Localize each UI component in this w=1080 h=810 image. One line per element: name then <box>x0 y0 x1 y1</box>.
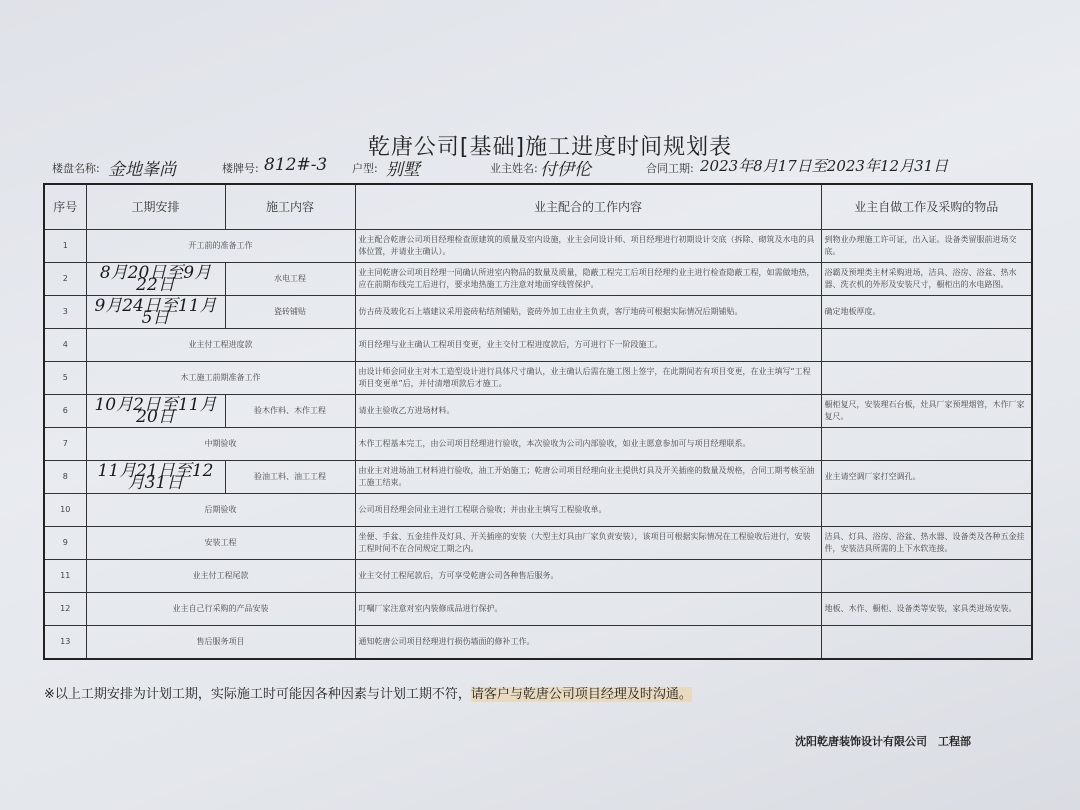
page-title: 乾唐公司[基础]施工进度时间规划表 <box>367 135 733 160</box>
row-number: 6 <box>44 395 86 428</box>
building-label: 楼牌号: <box>222 162 259 175</box>
row-number: 12 <box>44 593 86 626</box>
owner-cooperation: 木作工程基本完工，由公司项目经理进行验收，本次验收为公司内部验收，如业主愿意参加可与项目经理联系。 <box>355 428 821 461</box>
row-number: 7 <box>44 428 86 461</box>
project-value: 金地峯尚 <box>108 160 176 180</box>
schedule-date: 10月2日至11月20日 <box>86 395 225 428</box>
owner-self-work <box>821 362 1032 395</box>
header-owner-self: 业主自做工作及采购的物品 <box>821 184 1032 230</box>
schedule-table <box>43 183 1033 660</box>
owner-cooperation: 由设计师会同业主对木工造型设计进行具体尺寸确认，业主确认后需在施工图上签字，在此期间若有项目变更，在业主填写“工程项目变更单”后，并付清增项款后才施工。 <box>355 362 821 395</box>
owner-cooperation: 业主同乾唐公司项目经理一同确认所进室内物品的数量及质量，隐蔽工程完工后项目经理约业主进行检查隐蔽工程，如需做地热，应在前期布线完工后进行，要求地热施工方注意对地面穿线管保护。 <box>355 263 821 296</box>
construction-item: 中期验收 <box>86 428 355 461</box>
table-row <box>44 560 1032 593</box>
owner-cooperation: 业主配合乾唐公司项目经理检查原建筑的质量及室内设施，业主会同设计师、项目经理进行初期设计交底（拆除、砌筑及水电的具体位置，并请业主确认）。 <box>355 230 821 263</box>
owner-cooperation: 请业主验收乙方进场材料。 <box>355 395 821 428</box>
row-number: 1 <box>44 230 86 263</box>
owner-self-work <box>821 329 1032 362</box>
construction-item: 后期验收 <box>86 494 355 527</box>
header-schedule: 工期安排 <box>86 184 225 230</box>
table-row <box>44 362 1032 395</box>
owner-cooperation: 坐便、手盆、五金挂件及灯具、开关插座的安装（大型主灯具由厂家负责安装），该项目可根据实际情况在工程验收后进行，安装工程时间不在合同规定工期之内。 <box>355 527 821 560</box>
owner-cooperation: 叮嘱厂家注意对室内装修成品进行保护。 <box>355 593 821 626</box>
construction-item: 瓷砖铺贴 <box>225 296 355 329</box>
owner-cooperation: 由业主对进场油工材料进行验收，油工开始施工；乾唐公司项目经理向业主提供灯具及开关插座的数量及规格，合同工期考核至油工施工结束。 <box>355 461 821 494</box>
table-row <box>44 395 1032 428</box>
owner-cooperation: 仿古砖及玻化石上墙建议采用瓷砖粘结剂铺贴，瓷砖外加工由业主负责，客厅地砖可根据实际情况后期铺贴。 <box>355 296 821 329</box>
construction-item: 安装工程 <box>86 527 355 560</box>
row-number: 2 <box>44 263 86 296</box>
project-label: 楼盘名称: <box>52 162 100 175</box>
construction-item: 验木作料、木作工程 <box>225 395 355 428</box>
owner-self-work: 地板、木作、橱柜、设备类等安装，家具类进场安装。 <box>821 593 1032 626</box>
contract-value: 2023年8月17日至2023年12月31日 <box>700 157 949 175</box>
table-row <box>44 494 1032 527</box>
table-row <box>44 296 1032 329</box>
table-row <box>44 263 1032 296</box>
construction-item: 验油工料、油工工程 <box>225 461 355 494</box>
building-value: 812#-3 <box>264 155 328 175</box>
footnote <box>44 683 692 702</box>
schedule-date: 8月20日至9月22日 <box>86 263 225 296</box>
table-row <box>44 461 1032 494</box>
construction-item: 业主付工程进度款 <box>86 329 355 362</box>
construction-item: 水电工程 <box>225 263 355 296</box>
table-row <box>44 230 1032 263</box>
owner-self-work: 橱柜复尺，安装理石台板，灶具厂家预埋烟管，木作厂家复尺。 <box>821 395 1032 428</box>
owner-cooperation: 通知乾唐公司项目经理进行损伤墙面的修补工作。 <box>355 626 821 660</box>
owner-self-work: 洁具、灯具、浴房、浴盆、热水器、设备类及各种五金挂件，安装洁具所需的上下水软连接。 <box>821 527 1032 560</box>
owner-label: 业主姓名: <box>490 162 538 175</box>
table-row <box>44 626 1032 660</box>
construction-item: 开工前的准备工作 <box>86 230 355 263</box>
owner-self-work: 到物业办理施工许可证，出入证。设备类留服前进场交底。 <box>821 230 1032 263</box>
owner-self-work <box>821 428 1032 461</box>
row-number: 13 <box>44 626 86 660</box>
owner-self-work <box>821 626 1032 660</box>
table-header-row <box>44 184 1032 230</box>
schedule-date: 9月24日至11月5日 <box>86 296 225 329</box>
schedule-date: 11月21日至12月31日 <box>86 461 225 494</box>
footnote-highlight: 请客户与乾唐公司项目经理及时沟通。 <box>470 687 692 702</box>
owner-cooperation: 业主交付工程尾款后，方可享受乾唐公司各种售后服务。 <box>355 560 821 593</box>
footnote-text: ※以上工期安排为计划工期，实际施工时可能因各种因素与计划工期不符， <box>44 687 471 702</box>
table-row <box>44 593 1032 626</box>
row-number: 11 <box>44 560 86 593</box>
contract-label: 合同工期: <box>646 162 694 175</box>
type-label: 户型: <box>352 162 378 175</box>
table-row <box>44 329 1032 362</box>
owner-self-work: 确定地板厚度。 <box>821 296 1032 329</box>
construction-item: 业主付工程尾款 <box>86 560 355 593</box>
table-row <box>44 527 1032 560</box>
type-value: 别墅 <box>386 160 420 180</box>
construction-item: 售后服务项目 <box>86 626 355 660</box>
owner-self-work <box>821 494 1032 527</box>
row-number: 4 <box>44 329 86 362</box>
owner-cooperation: 公司项目经理会同业主进行工程联合验收；并由业主填写工程验收单。 <box>355 494 821 527</box>
owner-cooperation: 项目经理与业主确认工程项目变更，业主交付工程进度款后，方可进行下一阶段施工。 <box>355 329 821 362</box>
row-number: 3 <box>44 296 86 329</box>
construction-item: 业主自己行采购的产品安装 <box>86 593 355 626</box>
company-signature: 沈阳乾唐装饰设计有限公司 工程部 <box>795 735 971 748</box>
row-number: 9 <box>44 527 86 560</box>
owner-self-work: 业主请空调厂家打空调孔。 <box>821 461 1032 494</box>
row-number: 8 <box>44 461 86 494</box>
header-owner-cooperate: 业主配合的工作内容 <box>355 184 821 230</box>
header-no: 序号 <box>44 184 86 230</box>
row-number: 5 <box>44 362 86 395</box>
owner-value: 付伊伦 <box>540 160 591 180</box>
row-number: 10 <box>44 494 86 527</box>
header-content: 施工内容 <box>225 184 355 230</box>
owner-self-work <box>821 560 1032 593</box>
owner-self-work: 浴霸及预埋类主材采购进场，洁具、浴房、浴盆、热水器、洗衣机的外形及安装尺寸，橱柜出的水电路图。 <box>821 263 1032 296</box>
table-row <box>44 428 1032 461</box>
construction-item: 木工施工前期准备工作 <box>86 362 355 395</box>
